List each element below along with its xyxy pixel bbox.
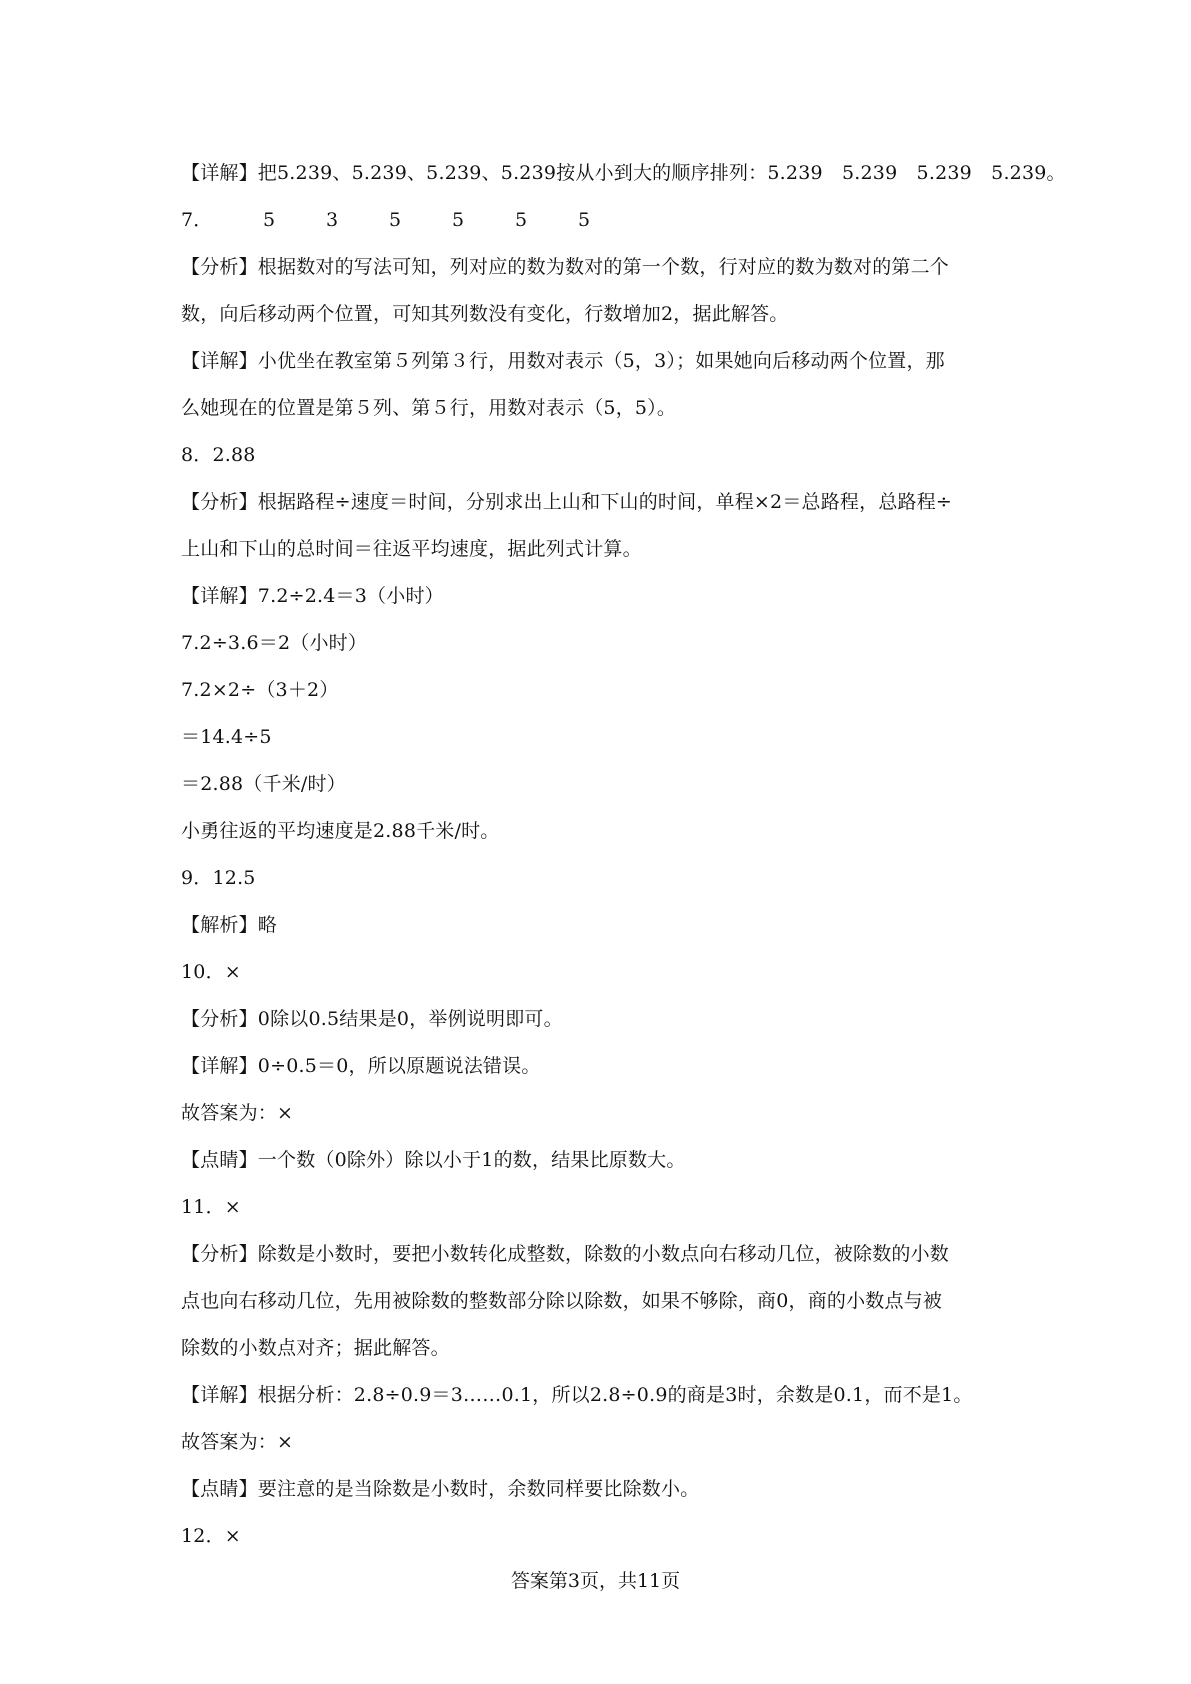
text-line: 【解析】略 [181, 914, 278, 936]
answer-blank: 3 [326, 209, 339, 231]
text-line: 【详解】小优坐在教室第５列第３行，用数对表示（5，3）；如果她向后移动两个位置，那 [181, 350, 945, 372]
text-line: 【详解】把5.239、5.239、5.239、5.239按从小到大的顺序排列：5.239 5.239 5.239 5.239。 [181, 162, 1066, 184]
answer-blank: 5 [452, 209, 465, 231]
text-line: ＝14.4÷5 [181, 726, 272, 748]
text-line: 【分析】0除以0.5结果是0，举例说明即可。 [181, 1008, 563, 1030]
answer-blank: 5 [263, 209, 276, 231]
text-line: 【详解】7.2÷2.4＝3（小时） [181, 585, 444, 607]
text-line: 除数的小数点对齐；据此解答。 [181, 1337, 450, 1359]
text-line: 数，向后移动两个位置，可知其列数没有变化，行数增加2，据此解答。 [181, 303, 789, 325]
text-line: 7.2×2÷（3＋2） [181, 679, 339, 701]
q7-answer-row [181, 197, 1021, 244]
text-line: 小勇往返的平均速度是2.88千米/时。 [181, 820, 500, 842]
text-line: 【点睛】要注意的是当除数是小数时，余数同样要比除数小。 [181, 1478, 700, 1500]
text-line: 故答案为：× [181, 1102, 294, 1124]
page-footer: 答案第3页，共11页 [510, 1570, 681, 1592]
answer-blank: 5 [515, 209, 528, 231]
text-line: 7.2÷3.6＝2（小时） [181, 632, 368, 654]
text-line: 【分析】根据路程÷速度＝时间，分别求出上山和下山的时间，单程×2＝总路程，总路程÷ [181, 491, 953, 513]
text-line: 点也向右移动几位，先用被除数的整数部分除以除数，如果不够除，商0，商的小数点与被 [181, 1290, 943, 1312]
text-line: ＝2.88（千米/时） [181, 773, 346, 795]
text-line: 【点睛】一个数（0除外）除以小于1的数，结果比原数大。 [181, 1149, 686, 1171]
question-heading: 11．× [181, 1196, 241, 1218]
answer-blank: 5 [578, 209, 591, 231]
text-line: 【分析】根据数对的写法可知，列对应的数为数对的第一个数，行对应的数为数对的第二个 [181, 256, 950, 278]
text-line: 故答案为：× [181, 1431, 294, 1453]
question-heading: 8．2.88 [181, 444, 256, 466]
text-line: 上山和下山的总时间＝往返平均速度，据此列式计算。 [181, 538, 642, 560]
text-line: 【分析】除数是小数时，要把小数转化成整数，除数的小数点向右移动几位，被除数的小数 [181, 1243, 950, 1265]
question-heading: 12．× [181, 1525, 241, 1547]
question-heading: 9．12.5 [181, 867, 256, 889]
answer-content [181, 150, 1066, 1560]
question-number: 7． [181, 209, 213, 231]
text-line: 【详解】根据分析：2.8÷0.9＝3……0.1，所以2.8÷0.9的商是3时，余数是0.1，而不是1。 [181, 1384, 973, 1406]
answer-blank: 5 [389, 209, 402, 231]
text-line: 么她现在的位置是第５列、第５行，用数对表示（5，5）。 [181, 397, 677, 419]
text-line: 【详解】0÷0.5＝0，所以原题说法错误。 [181, 1055, 541, 1077]
question-heading: 10．× [181, 961, 241, 983]
